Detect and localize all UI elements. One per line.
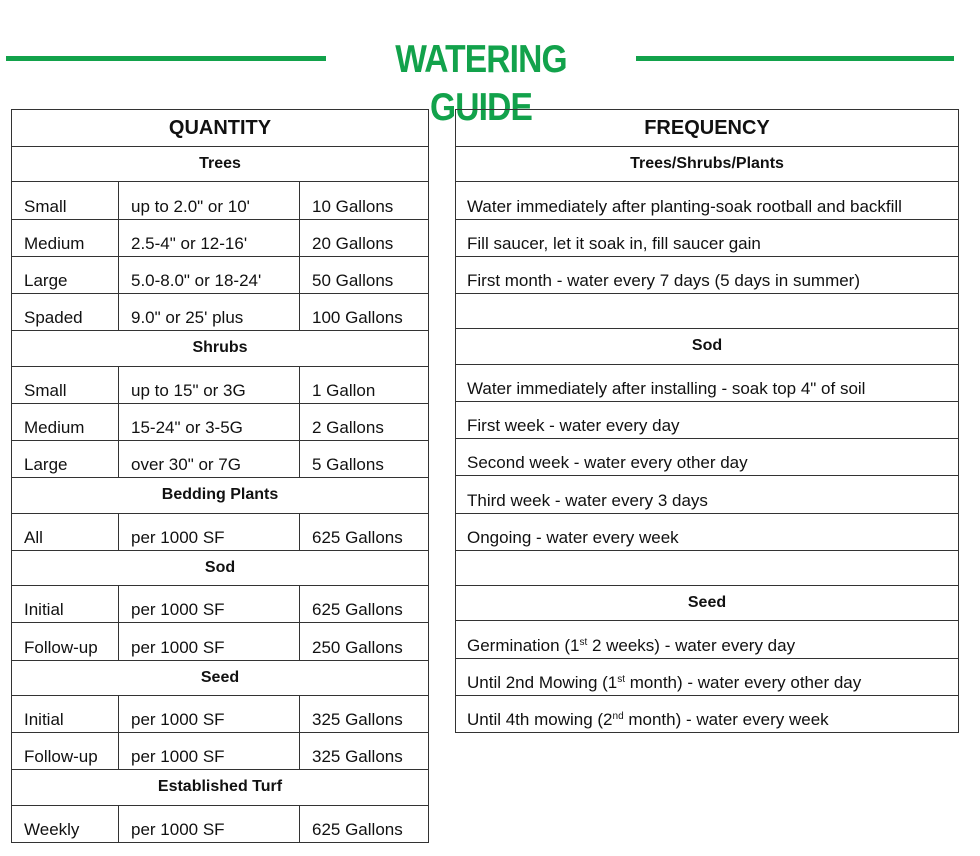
row-size: 5.0-8.0" or 18-24' [119,256,300,293]
frequency-table [455,109,959,733]
table-row [12,256,429,293]
frequency-text: Fill saucer, let it soak in, fill saucer gain [456,219,959,256]
section-sod: Sod [456,329,959,364]
section-sod: Sod [12,550,429,585]
table-row [12,733,429,770]
frequency-text: Second week - water every other day [456,439,959,476]
seed-text-pre: Until 2nd Mowing (1 [467,672,618,692]
quantity-table [11,109,429,843]
frequency-text: Water immediately after planting-soak rootball and backfill [456,182,959,219]
row-size: 9.0" or 25' plus [119,294,300,331]
section-seed: Seed [456,586,959,621]
row-size: per 1000 SF [119,586,300,623]
row-amount: 325 Gallons [300,733,429,770]
table-row [12,513,429,550]
row-label: Weekly [12,805,119,842]
title-rule-right [636,56,954,61]
empty-cell [456,294,959,329]
row-label: Small [12,182,119,219]
list-item [456,364,959,401]
frequency-text [456,695,959,732]
table-row [12,695,429,732]
row-label: Initial [12,586,119,623]
ordinal-suffix: st [617,673,626,685]
row-size: over 30" or 7G [119,441,300,478]
title-rule-left [6,56,326,61]
seed-text-post: month) - water every other day [625,672,862,692]
table-row [12,805,429,842]
row-label: Small [12,366,119,403]
frequency-text: Ongoing - water every week [456,513,959,550]
row-amount: 20 Gallons [300,219,429,256]
list-item [456,695,959,732]
seed-text-post: month) - water every week [623,710,829,729]
frequency-header: FREQUENCY [456,110,959,147]
row-size: 2.5-4" or 12-16' [119,219,300,256]
list-item [456,476,959,513]
table-row [12,182,429,219]
row-label: Spaded [12,294,119,331]
list-item [456,658,959,695]
section-shrubs: Shrubs [12,331,429,366]
frequency-text: First month - water every 7 days (5 days in summer) [456,256,959,293]
row-size: 15-24" or 3-5G [119,403,300,440]
section-trees-shrubs-plants: Trees/Shrubs/Plants [456,147,959,182]
row-amount: 625 Gallons [300,513,429,550]
empty-cell [456,550,959,585]
table-row [12,623,429,660]
section-seed: Seed [12,660,429,695]
row-label: Large [12,256,119,293]
frequency-text: Water immediately after installing - soak top 4" of soil [456,364,959,401]
section-established-turf: Established Turf [12,770,429,805]
table-row [12,586,429,623]
table-row [12,294,429,331]
row-size: per 1000 SF [119,695,300,732]
list-item [456,219,959,256]
row-amount: 10 Gallons [300,182,429,219]
row-size: per 1000 SF [119,733,300,770]
row-label: Follow-up [12,733,119,770]
row-amount: 625 Gallons [300,805,429,842]
frequency-text [456,621,959,658]
row-amount: 5 Gallons [300,441,429,478]
seed-text-post: 2 weeks) - water every day [587,635,796,655]
seed-text-pre: Germination (1 [467,635,580,655]
row-label: Initial [12,695,119,732]
row-size: up to 15" or 3G [119,366,300,403]
row-label: All [12,513,119,550]
ordinal-suffix: st [579,636,588,648]
list-item [456,621,959,658]
list-item [456,513,959,550]
row-amount: 2 Gallons [300,403,429,440]
row-size: per 1000 SF [119,805,300,842]
frequency-text: First week - water every day [456,401,959,438]
row-size: up to 2.0" or 10' [119,182,300,219]
frequency-text [456,658,959,695]
list-item [456,182,959,219]
empty-row [456,294,959,329]
list-item [456,439,959,476]
row-label: Medium [12,219,119,256]
row-label: Large [12,441,119,478]
frequency-text: Third week - water every 3 days [456,476,959,513]
row-amount: 100 Gallons [300,294,429,331]
row-amount: 50 Gallons [300,256,429,293]
empty-row [456,550,959,585]
row-amount: 250 Gallons [300,623,429,660]
row-amount: 1 Gallon [300,366,429,403]
list-item [456,401,959,438]
section-bedding-plants: Bedding Plants [12,478,429,513]
table-row [12,441,429,478]
row-size: per 1000 SF [119,513,300,550]
row-label: Medium [12,403,119,440]
list-item [456,256,959,293]
table-row [12,403,429,440]
table-row [12,219,429,256]
section-trees: Trees [12,147,429,182]
ordinal-suffix: nd [612,711,624,722]
page-title: WATERING GUIDE [395,38,567,129]
row-amount: 325 Gallons [300,695,429,732]
row-amount: 625 Gallons [300,586,429,623]
table-row [12,366,429,403]
seed-text-pre: Until 4th mowing (2 [467,710,613,729]
row-size: per 1000 SF [119,623,300,660]
row-label: Follow-up [12,623,119,660]
quantity-header: QUANTITY [12,110,429,147]
